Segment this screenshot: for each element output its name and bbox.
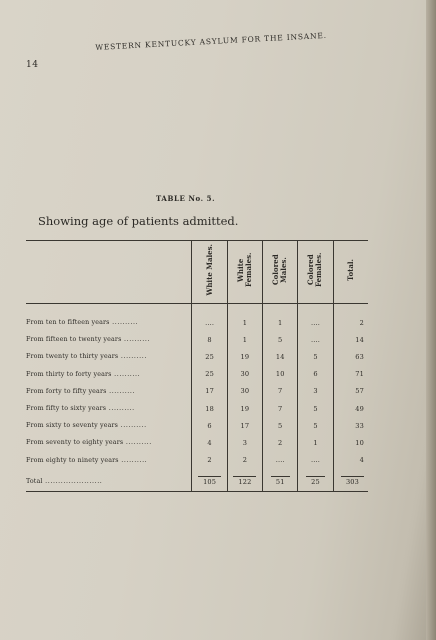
cell-value: [192, 383, 227, 400]
cell-value-text: 5: [313, 352, 318, 361]
page-edge: [426, 0, 436, 640]
cell-value: [192, 366, 227, 383]
cell-value-text: 2: [278, 438, 283, 447]
cell-value-text: 2: [242, 456, 248, 465]
cell-value: [227, 434, 262, 451]
table-row: [26, 304, 368, 332]
cell-value: [333, 400, 368, 417]
row-label-text: From twenty to thirty years: [26, 353, 119, 361]
leader-dots: ..........: [106, 405, 135, 413]
cell-value-text: 17: [240, 421, 250, 430]
cell-value: [263, 417, 298, 434]
table-row: [26, 452, 368, 473]
cell-value: [227, 400, 262, 417]
cell-value-text: 122: [233, 476, 256, 486]
cell-value: [192, 348, 227, 365]
cell-value: [227, 366, 262, 383]
table-label: TABLE No. 5.: [156, 194, 216, 203]
cell-value-text: 1: [278, 318, 283, 327]
cell-value: [192, 400, 227, 417]
cell-value-text: 30: [240, 387, 250, 396]
cell-value-text: ....: [275, 456, 285, 465]
row-label-text: Total: [26, 478, 43, 486]
column-header-white-females: White Females.: [227, 241, 262, 304]
cell-value: [333, 434, 368, 451]
cell-value-text: ....: [311, 335, 320, 344]
cell-value: [298, 331, 333, 348]
cell-value-text: 10: [355, 438, 364, 447]
table-row: [26, 331, 368, 348]
cell-value-text: 3: [242, 438, 248, 447]
table-body: [26, 304, 368, 492]
cell-value: [298, 348, 333, 365]
leader-dots: ..........: [118, 422, 147, 430]
cell-value-text: 3: [313, 387, 318, 396]
cell-value-text: 2: [359, 318, 364, 327]
leader-dots: ..........: [111, 370, 141, 378]
table-row: [26, 417, 368, 434]
cell-value-text: 33: [355, 421, 364, 430]
cell-value: [333, 331, 368, 348]
cell-value-text: 19: [240, 404, 250, 413]
cell-value: [333, 473, 368, 492]
cell-value: [263, 383, 298, 400]
row-label: [26, 434, 192, 451]
cell-value: [263, 434, 298, 451]
cell-value-text: 105: [198, 476, 221, 486]
cell-value-text: 4: [359, 456, 364, 465]
cell-value: [192, 452, 227, 473]
cell-value: [263, 348, 298, 365]
leader-dots: ..........: [123, 439, 152, 447]
cell-value-text: 5: [278, 421, 283, 430]
table-caption: Showing age of patients admitted.: [38, 214, 239, 228]
column-header-total: Total.: [333, 241, 368, 304]
cell-value: [298, 452, 333, 473]
cell-value: [227, 417, 262, 434]
cell-value: [192, 304, 227, 332]
leader-dots: ......................: [42, 478, 103, 486]
row-label: [26, 383, 192, 400]
cell-value-text: 6: [313, 370, 318, 379]
cell-value-text: ....: [311, 318, 320, 327]
cell-value: [227, 452, 262, 473]
cell-value: [227, 383, 262, 400]
table-row: [26, 366, 368, 383]
cell-value-text: 51: [271, 476, 290, 486]
cell-value-text: 5: [278, 335, 283, 344]
cell-value: [192, 331, 227, 348]
cell-value-text: ....: [311, 456, 320, 465]
cell-value: [333, 304, 368, 332]
row-label: [26, 366, 192, 383]
cell-value: [263, 366, 298, 383]
total-row: [26, 473, 368, 492]
leader-dots: ..........: [118, 353, 147, 361]
running-head: WESTERN KENTUCKY ASYLUM FOR THE INSANE.: [95, 30, 328, 52]
cell-value: [263, 304, 298, 332]
row-label-text: From fifty to sixty years: [26, 405, 107, 413]
cell-value: [333, 348, 368, 365]
row-label: [26, 400, 192, 417]
cell-value-text: ....: [205, 318, 215, 327]
page-number: 14: [26, 60, 39, 70]
row-label: [26, 452, 192, 473]
row-label-text: From thirty to forty years: [26, 370, 112, 378]
column-header-colored-males: Colored Males.: [263, 241, 298, 304]
cell-value-text: 1: [313, 438, 318, 447]
cell-value: [298, 417, 333, 434]
age-table: [26, 240, 368, 492]
cell-value-text: 6: [207, 421, 212, 430]
cell-value: [333, 452, 368, 473]
cell-value-text: 10: [275, 370, 285, 379]
row-label-text: From forty to fifty years: [26, 387, 107, 395]
cell-value-text: 49: [355, 404, 364, 413]
cell-value-text: 7: [278, 404, 283, 413]
table-row: [26, 400, 368, 417]
cell-value-text: 25: [205, 370, 214, 379]
cell-value-text: 14: [275, 352, 285, 361]
row-label-text: From fifteen to twenty years: [26, 336, 122, 344]
cell-value-text: 2: [207, 456, 212, 465]
cell-value: [333, 366, 368, 383]
cell-value: [192, 417, 227, 434]
cell-value-text: 1: [242, 335, 248, 344]
cell-value-text: 14: [355, 335, 364, 344]
cell-value: [263, 473, 298, 492]
cell-value-text: 8: [207, 335, 212, 344]
cell-value-text: 18: [205, 404, 214, 413]
cell-value-text: 17: [205, 387, 214, 396]
cell-value: [227, 348, 262, 365]
leader-dots: ..........: [106, 387, 136, 395]
cell-value: [298, 304, 333, 332]
cell-value-text: 71: [355, 370, 364, 379]
cell-value: [263, 331, 298, 348]
row-label-header: [26, 241, 192, 304]
row-label: [26, 331, 192, 348]
cell-value-text: 303: [341, 476, 364, 486]
row-label-text: From eighty to ninety years: [26, 456, 119, 464]
row-label: [26, 417, 192, 434]
row-label: [26, 473, 192, 492]
cell-value-text: 30: [240, 370, 250, 379]
row-label-text: From sixty to seventy years: [26, 422, 119, 430]
row-label-text: From seventy to eighty years: [26, 439, 124, 447]
cell-value: [192, 473, 227, 492]
cell-value: [227, 331, 262, 348]
table-header-row: [26, 241, 368, 304]
cell-value: [298, 366, 333, 383]
column-header-white-males: White Males.: [192, 241, 227, 304]
cell-value: [298, 473, 333, 492]
cell-value-text: 19: [240, 352, 250, 361]
row-label: [26, 304, 192, 332]
leader-dots: ..........: [118, 456, 148, 464]
row-label: [26, 348, 192, 365]
cell-value: [192, 434, 227, 451]
leader-dots: ..........: [109, 319, 139, 327]
cell-value-text: 5: [313, 404, 318, 413]
column-header-colored-females: Colored Females.: [298, 241, 333, 304]
cell-value: [298, 434, 333, 451]
cell-value: [333, 383, 368, 400]
cell-value: [263, 400, 298, 417]
cell-value-text: 4: [207, 438, 212, 447]
cell-value-text: 25: [306, 476, 325, 486]
cell-value: [298, 383, 333, 400]
cell-value: [263, 452, 298, 473]
cell-value: [227, 473, 262, 492]
cell-value-text: 57: [355, 387, 364, 396]
cell-value-text: 5: [313, 421, 318, 430]
leader-dots: ..........: [121, 336, 151, 344]
table-row: [26, 434, 368, 451]
cell-value-text: 7: [278, 387, 283, 396]
cell-value: [227, 304, 262, 332]
cell-value: [298, 400, 333, 417]
cell-value-text: 25: [205, 352, 214, 361]
row-label-text: From ten to fifteen years: [26, 319, 110, 327]
cell-value-text: 1: [242, 318, 248, 327]
table-row: [26, 348, 368, 365]
cell-value: [333, 417, 368, 434]
table-row: [26, 383, 368, 400]
cell-value-text: 63: [355, 352, 364, 361]
